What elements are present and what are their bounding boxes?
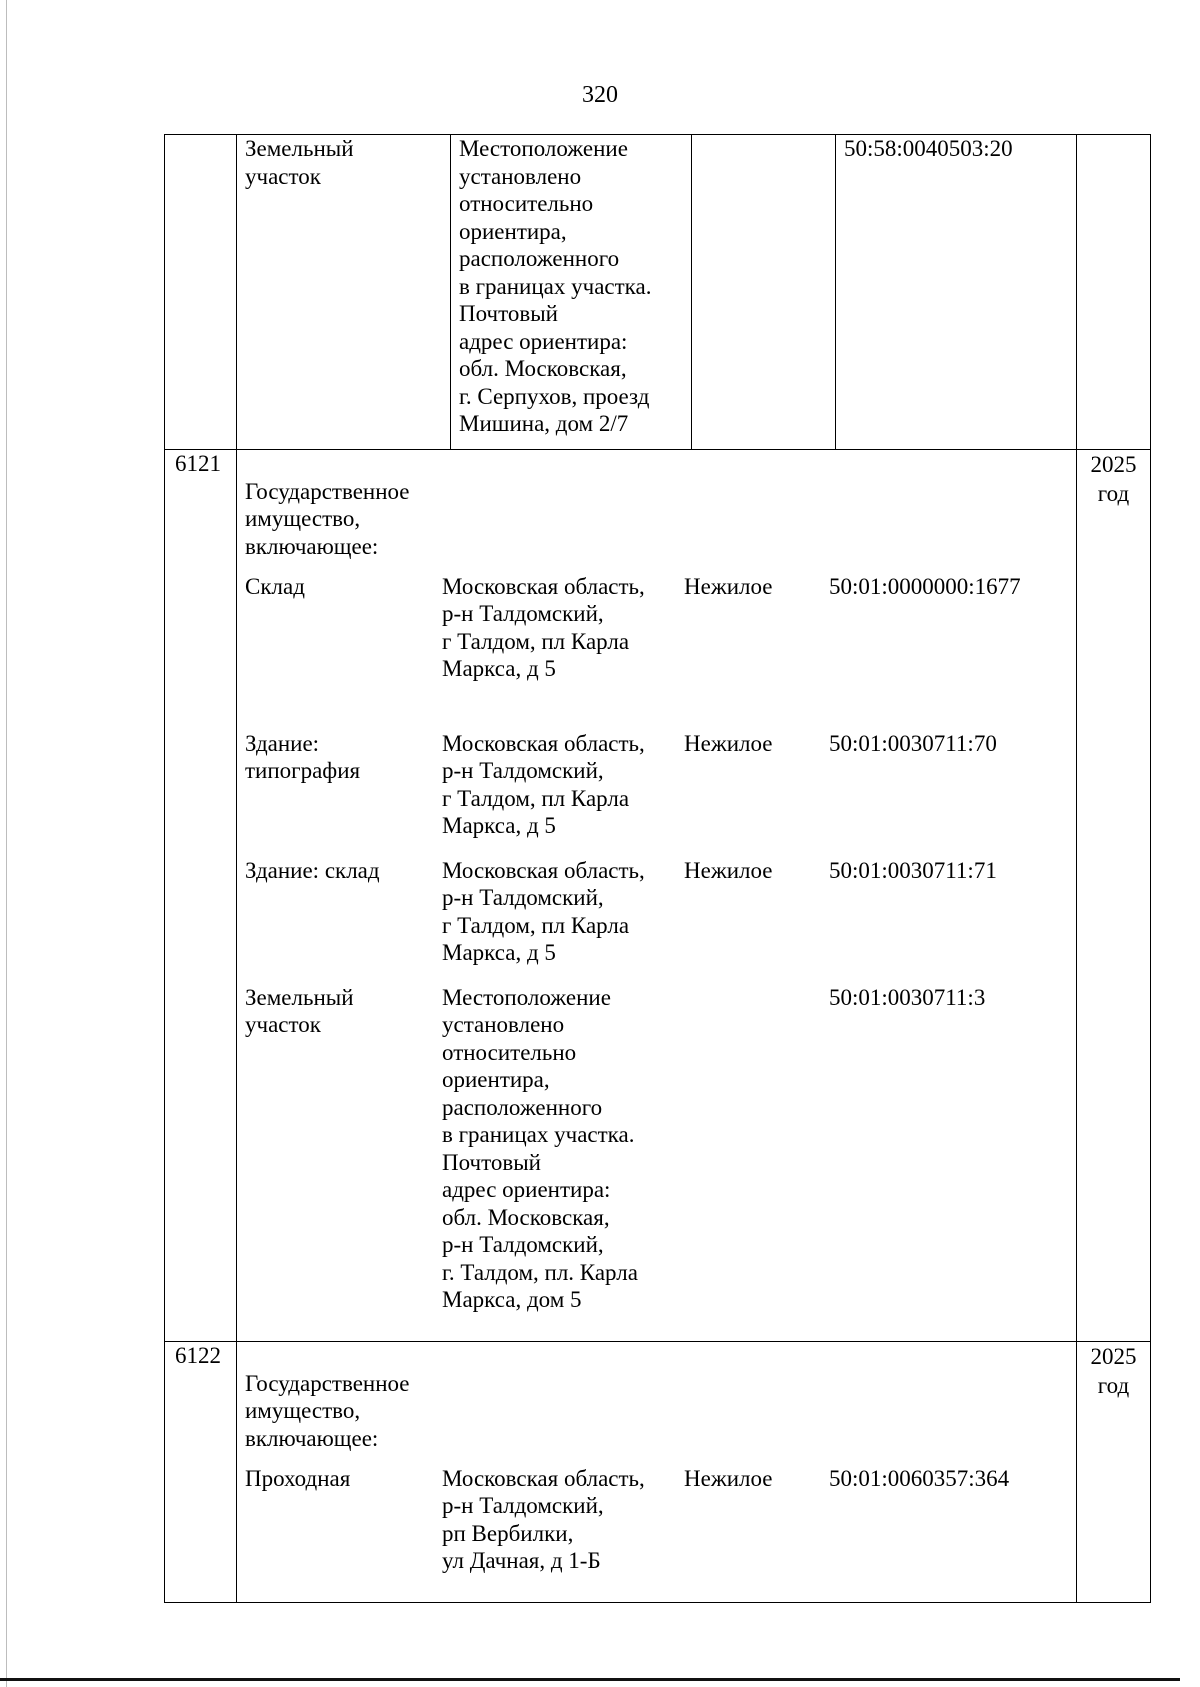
object-name-cell: Земельный участок xyxy=(237,135,451,450)
object-name: Здание: типография xyxy=(245,730,361,783)
page-number: 320 xyxy=(582,82,618,108)
cadastral-number: 50:01:0030711:70 xyxy=(829,730,997,756)
page-left-edge xyxy=(6,0,7,1687)
row-number-cell: 6122 xyxy=(165,1342,237,1603)
purpose xyxy=(684,984,829,1314)
purpose: Нежилое xyxy=(684,730,773,756)
purpose-cell xyxy=(692,135,836,450)
address-cell: Местоположение установлено относительно ориентира, расположенного в границах участка. Почтовый адрес ориентира: обл. Московская, г. Серпухов, проезд Мишина, дом 2/7 xyxy=(451,135,692,450)
items-subtable xyxy=(245,478,1069,1314)
item-row xyxy=(245,984,1069,1314)
cadastral-number: 50:01:0060357:364 xyxy=(829,1465,1010,1491)
item-row xyxy=(245,730,1069,857)
table-row xyxy=(165,135,1151,450)
cadastral-number-cell: 50:58:0040503:20 xyxy=(836,135,1077,450)
row-number-cell xyxy=(165,135,237,450)
table-row xyxy=(165,1342,1151,1603)
address: Московская область, р-н Талдомский, г Талдом, пл Карла Маркса, д 5 xyxy=(442,730,645,838)
page-bottom-rule xyxy=(0,1678,1180,1681)
item-row xyxy=(245,1465,1069,1575)
address: Московская область, р-н Талдомский, г Талдом, пл Карла Маркса, д 5 xyxy=(442,573,645,681)
year-cell xyxy=(1077,135,1151,450)
object-name: Земельный участок xyxy=(245,984,354,1037)
year-cell: 2025 год xyxy=(1077,450,1151,1342)
cadastral-number: 50:01:0030711:71 xyxy=(829,857,997,883)
items-block xyxy=(237,450,1077,1342)
group-header-row xyxy=(245,1370,1069,1465)
property-register-table xyxy=(164,134,1151,1603)
items-block xyxy=(237,1342,1077,1603)
item-row xyxy=(245,573,1069,730)
cadastral-number: 50:01:0000000:1677 xyxy=(829,573,1021,599)
group-header: Государственное имущество, включающее: xyxy=(245,478,410,559)
cadastral-number: 50:01:0030711:3 xyxy=(829,984,986,1010)
object-name: Здание: склад xyxy=(245,857,380,883)
row-number-cell: 6121 xyxy=(165,450,237,1342)
object-name: Проходная xyxy=(245,1465,351,1491)
purpose: Нежилое xyxy=(684,1465,773,1491)
year-cell: 2025 год xyxy=(1077,1342,1151,1603)
purpose: Нежилое xyxy=(684,573,773,599)
group-header-row xyxy=(245,478,1069,573)
purpose: Нежилое xyxy=(684,857,773,883)
address: Московская область, р-н Талдомский, рп Вербилки, ул Дачная, д 1-Б xyxy=(442,1465,645,1573)
address: Местоположение установлено относительно ориентира, расположенного в границах участка. Почтовый адрес ориентира: обл. Московская, р-н Талдомский, г. Талдом, пл. Карла Маркса, дом 5 xyxy=(442,984,638,1312)
table-row xyxy=(165,450,1151,1342)
items-subtable xyxy=(245,1370,1069,1575)
object-name: Склад xyxy=(245,573,305,599)
item-row xyxy=(245,857,1069,984)
group-header: Государственное имущество, включающее: xyxy=(245,1370,410,1451)
address: Московская область, р-н Талдомский, г Талдом, пл Карла Маркса, д 5 xyxy=(442,857,645,965)
